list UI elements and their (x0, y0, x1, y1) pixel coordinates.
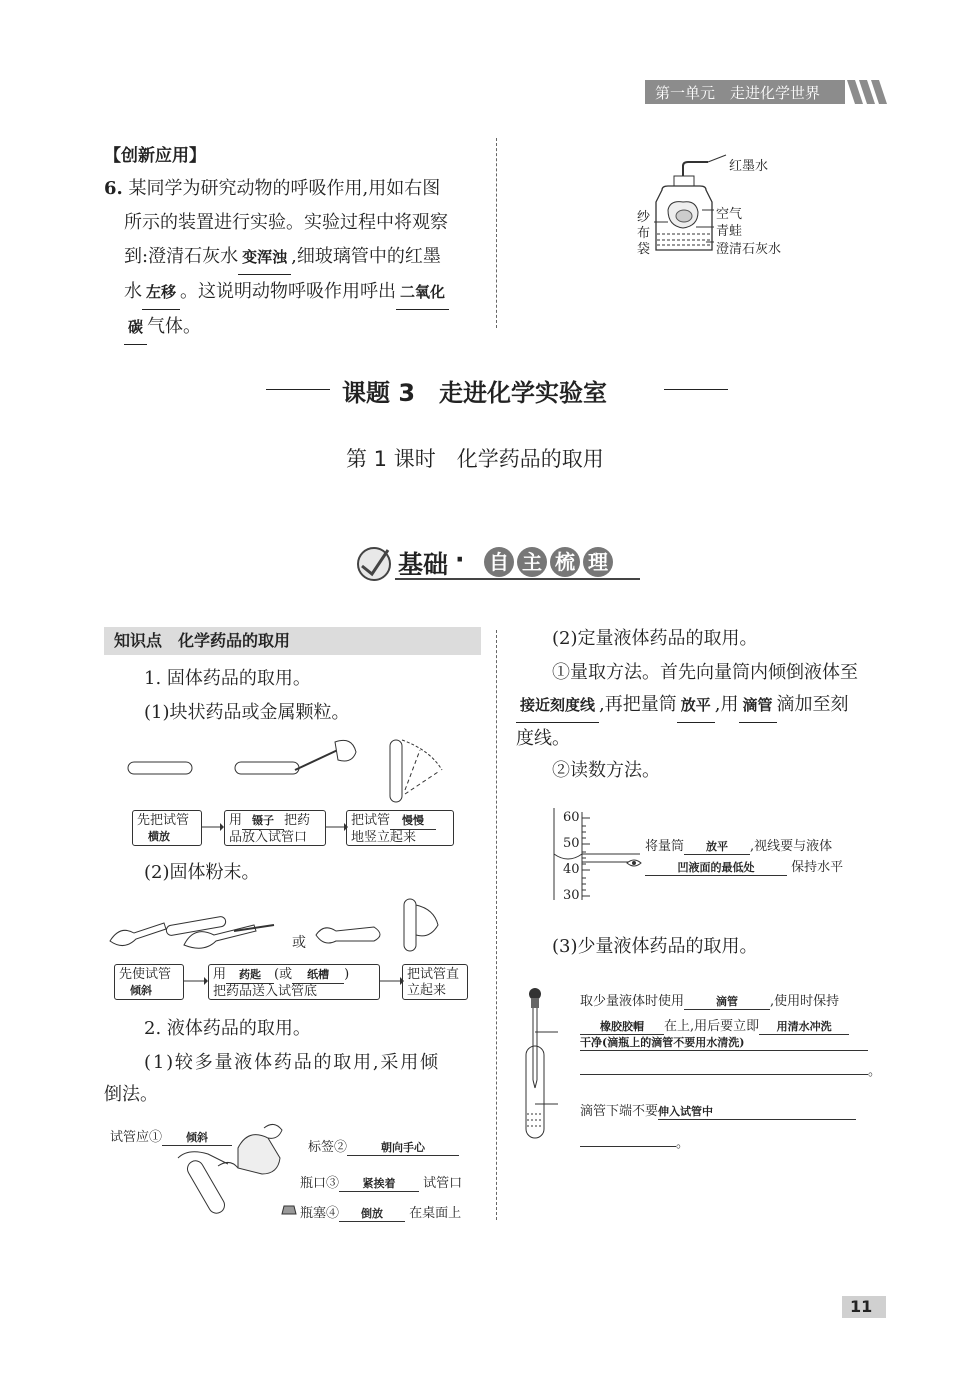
flow2-step2-text-a: 用 (213, 967, 227, 982)
powder-solid-figure (104, 895, 474, 955)
label-air: 空气 (716, 207, 743, 222)
flow1-answer-slowly: 慢慢 (390, 813, 436, 830)
q-line4b: 。这说明动物呼吸作用呼出 (180, 281, 397, 302)
pour-line-2: 倒法。 (104, 1084, 158, 1105)
dropper-blank-line (580, 1060, 868, 1075)
flow1-answer-tweezers: 镊子 (242, 813, 284, 830)
tick-50: 50 (563, 836, 580, 851)
flow2-step3-text-b: 立起来 (407, 983, 447, 998)
flow1-step2-text-c: 品放入试管口 (229, 830, 308, 845)
flow2-arrow-2 (380, 974, 404, 988)
liquid-heading: 2. 液体药品的取用。 (144, 1018, 311, 1039)
dropper-text-d: 滴管下端不要 (580, 1104, 659, 1119)
banner-char: 自 (484, 547, 514, 577)
measure-line-2 (516, 688, 849, 723)
section-label: 【创新应用】 (104, 146, 206, 166)
q-line4a: 水 (124, 281, 142, 302)
measure-text-d: 滴加至刻 (776, 694, 849, 715)
reading-line-1 (645, 835, 832, 855)
banner-dot: · (455, 545, 465, 574)
pour-label-text: 标签② (308, 1140, 348, 1155)
dropper-answer-dropper: 滴管 (684, 993, 770, 1010)
powder-heading: (2)固体粉末。 (144, 862, 260, 883)
measure-line-3: 度线。 (516, 728, 570, 749)
dropper-text-c: 在上,用后要立即 (664, 1019, 760, 1034)
answer-dropper: 滴管 (739, 688, 777, 723)
tick-60: 60 (563, 810, 580, 825)
dropper-end-1: 。 (868, 1064, 882, 1079)
reading-answer-meniscus: 凹液面的最低处 (645, 859, 787, 876)
flow1-answer-lay-flat: 横放 (137, 829, 181, 846)
pour-tube-label (110, 1126, 232, 1146)
dropper-answer-rinse: 用清水冲洗 (759, 1018, 849, 1035)
answer-left: 左移 (142, 275, 180, 310)
tick-30: 30 (563, 888, 580, 903)
banner-char: 主 (517, 547, 547, 577)
eye-icon (626, 858, 642, 868)
answer-co2-a: 二氧化 (396, 275, 449, 310)
lump-heading: (1)块状药品或金属颗粒。 (144, 702, 350, 723)
pour-line-1: (1)较多量液体药品的取用,采用倾 (144, 1052, 440, 1073)
dropper-line-4 (580, 1060, 881, 1079)
answer-turbid: 变浑浊 (238, 240, 291, 275)
tick-40: 40 (563, 862, 580, 877)
flow2-arrow-1 (184, 974, 208, 988)
header-stripes (845, 80, 890, 104)
flow1-step3-text-b: 地竖立起来 (351, 830, 417, 845)
pour-mouth-end: 试管口 (423, 1176, 463, 1191)
dropper-line-1 (580, 990, 839, 1010)
measure-text-c: ,用 (714, 694, 739, 715)
pour-stopper-label (300, 1202, 461, 1222)
reading-text-b: ,视线要与液体 (750, 839, 833, 854)
flow1-step3-text-a: 把试管 (351, 813, 391, 828)
flow2-answer-tilt: 倾斜 (119, 983, 163, 1000)
q-line1: 某同学为研究动物的呼吸作用,用如右图 (128, 178, 441, 199)
flow2-step3 (402, 964, 468, 1000)
pour-answer-tilt: 倾斜 (162, 1129, 232, 1146)
measure-line-1: ①量取方法。首先向量筒内倾倒液体至 (552, 662, 858, 683)
q-line2: 所示的装置进行实验。实验过程中将观察 (124, 212, 448, 233)
title-rule-left (266, 389, 330, 390)
banner-char: 梳 (550, 547, 580, 577)
label-gauze-bag-2: 布 (637, 226, 651, 241)
banner-chars (484, 547, 613, 577)
flow2-step2 (208, 964, 380, 1000)
flow2-step1-text: 先使试管 (119, 967, 172, 982)
reading-line-2 (645, 856, 843, 876)
answer-co2-b: 碳 (124, 310, 147, 345)
dropper-line-3 (580, 1034, 868, 1051)
dropper-blank-line-2 (580, 1132, 676, 1147)
dropper-answer-not-insert: 伸入试管中 (658, 1103, 856, 1120)
reading-heading: ②读数方法。 (552, 760, 660, 781)
flow1-step3 (346, 810, 454, 846)
lesson-subtitle: 第 1 课时 化学药品的取用 (346, 447, 604, 471)
flow1-arrow-1 (202, 820, 224, 834)
flow2-answer-paper-trough: 纸槽 (292, 967, 344, 984)
banner-pencil-icon (352, 542, 396, 582)
pour-answer-upside-down: 倒放 (339, 1205, 405, 1222)
lesson-title: 课题 3 走进化学实验室 (342, 379, 608, 407)
q-line5b: 气体。 (147, 316, 202, 337)
flow1-step1-text: 先把试管 (137, 813, 190, 828)
dropper-line-2 (580, 1015, 849, 1035)
pour-label-label (308, 1136, 459, 1156)
pour-answer-touching: 紧挨着 (339, 1175, 419, 1192)
page-number: 11 (850, 1297, 873, 1316)
title-rule-right (664, 389, 728, 390)
flow2-step3-text-a: 把试管直 (407, 967, 460, 982)
banner-char: 理 (583, 547, 613, 577)
q-line3a: 到:澄清石灰水 (124, 246, 239, 267)
pour-mouth-text: 瓶口③ (300, 1176, 340, 1191)
flow2-step2-text-mid: (或 (274, 967, 293, 982)
label-limewater: 澄清石灰水 (716, 242, 782, 257)
flow1-arrow-2 (326, 820, 348, 834)
q-number: 6. (104, 178, 123, 199)
flow2-step1 (114, 964, 184, 1000)
pour-answer-palm: 朝向手心 (347, 1139, 459, 1156)
label-gauze-bag-3: 袋 (637, 242, 651, 257)
dropper-line-5 (580, 1100, 856, 1120)
pour-stopper-end: 在桌面上 (409, 1206, 462, 1221)
q-line3b: ,细玻璃管中的红墨 (291, 246, 441, 267)
flow1-step2 (224, 810, 326, 846)
reading-answer-level: 放平 (684, 838, 750, 855)
flow2-step2-text-end: ) (344, 967, 350, 982)
dropper-figure (518, 984, 558, 1142)
answer-level: 放平 (677, 688, 715, 723)
label-frog: 青蛙 (716, 224, 743, 239)
measure-text-b: ,再把量筒 (599, 694, 677, 715)
flow1-step2-text-a: 用 (229, 813, 243, 828)
banner-main: 基础 (398, 550, 449, 579)
or-label: 或 (292, 935, 306, 951)
answer-near-mark: 接近刻度线 (516, 688, 599, 723)
column-divider-main (496, 630, 497, 1220)
lump-solid-figure (120, 730, 460, 805)
label-red-ink: 红墨水 (729, 159, 769, 174)
dropper-answer-bulb: 橡胶胶帽 (580, 1018, 664, 1035)
banner-underline (395, 578, 640, 580)
dropper-text-b: ,使用时保持 (770, 994, 840, 1009)
flow1-step2-text-b: 把药 (284, 813, 311, 828)
stopper-icon (280, 1202, 298, 1216)
dropper-end-2: 。 (676, 1136, 690, 1151)
flow2-step2-text-b: 把药品送入试管底 (213, 984, 318, 999)
kp-heading: 知识点 化学药品的取用 (104, 627, 481, 655)
dropper-text-a: 取少量液体时使用 (580, 994, 685, 1009)
small-liquid-heading: (3)少量液体药品的取用。 (552, 936, 758, 957)
reading-text-c: 保持水平 (791, 860, 844, 875)
quant-heading: (2)定量液体药品的取用。 (552, 628, 758, 649)
solid-heading: 1. 固体药品的取用。 (144, 668, 311, 689)
flow1-step1 (132, 810, 202, 846)
label-gauze-bag-1: 纱 (637, 210, 651, 225)
dropper-line-6 (580, 1132, 689, 1151)
column-divider-top (496, 138, 497, 328)
flow2-answer-spoon: 药匙 (226, 967, 274, 984)
reading-text-a: 将量筒 (645, 839, 685, 854)
unit-title: 第一单元 走进化学世界 (655, 84, 821, 102)
question-6 (104, 172, 484, 345)
pour-stopper-text: 瓶塞④ (300, 1206, 340, 1221)
dropper-answer-clean: 干净(滴瓶上的滴管不要用水清洗) (580, 1034, 868, 1051)
pour-tube-text: 试管应① (110, 1130, 163, 1145)
pour-mouth-label (300, 1172, 462, 1192)
